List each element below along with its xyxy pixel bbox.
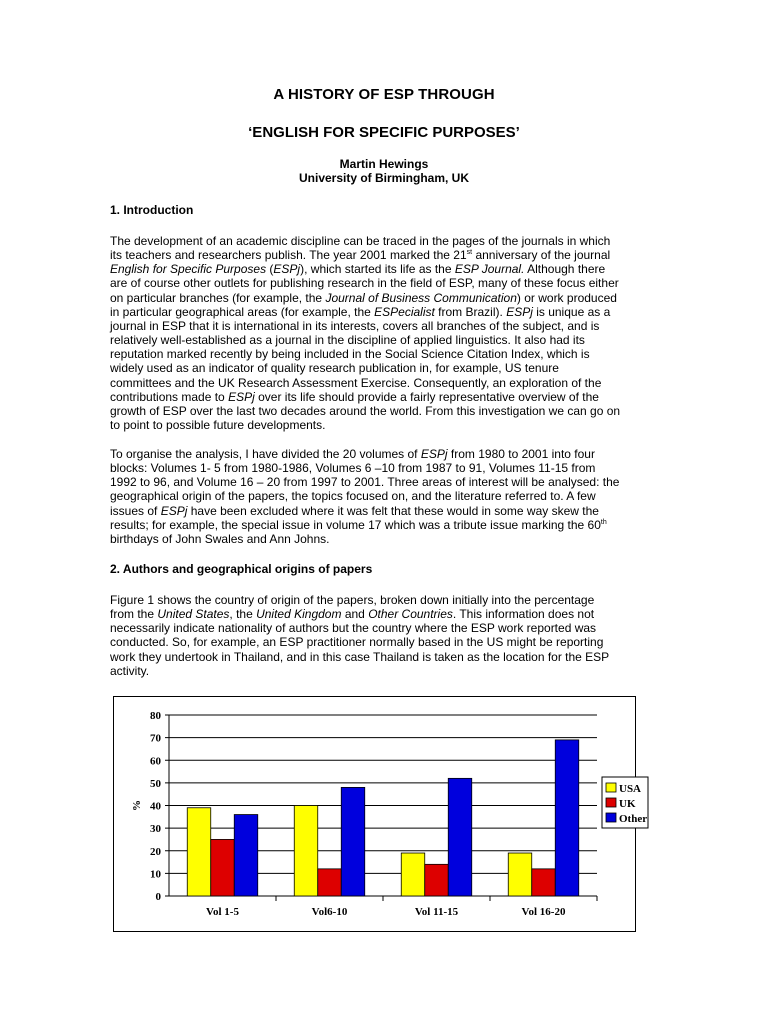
authors-paragraph-1 [110, 593, 655, 678]
text-line: to point to possible future developments. [110, 418, 326, 433]
text-line: The development of an academic discipline can be traced in the pages of the journals in which [110, 234, 611, 248]
section-heading-authors: 2. Authors and geographical origins of papers [110, 562, 373, 576]
text-line: growth of ESP over the last two decades around the world. From this investigation we can go on [110, 403, 621, 418]
text-line: blocks: Volumes 1- 5 from 1980-1986, Volumes 6 –10 from 1987 to 91, Volumes 11-15 from [110, 461, 596, 476]
text-line: from the United States, the United Kingdom and Other Countries. This information does not [110, 607, 595, 622]
x-tick-label: Vol6-10 [311, 906, 348, 918]
text-line: results; for example, the special issue in volume 17 which was a tribute issue marking the 60th [110, 517, 607, 532]
y-tick-label: 60 [150, 755, 161, 768]
bar-other-2 [341, 787, 365, 896]
section-heading-introduction: 1. Introduction [110, 203, 194, 217]
legend-label-uk: UK [619, 798, 636, 810]
text-line: widely used as an indicator of quality research publication in, for example, US tenure [110, 361, 559, 376]
legend-swatch-uk [606, 798, 616, 807]
y-axis-label: % [131, 800, 143, 811]
y-tick-label: 80 [150, 710, 161, 722]
text-line: issues of ESPj have been excluded where it was felt that these would in some way skew the [110, 503, 599, 518]
text-line: birthdays of John Swales and Ann Johns. [110, 531, 330, 546]
chart-svg [114, 697, 648, 931]
text-line: journal in ESP that it is international in its interests, covers all branches of the subject, and is [110, 318, 600, 333]
text-line: conducted. So, for example, an ESP practitioner normally based in the US might be reporting [110, 635, 604, 650]
bar-usa-3 [401, 853, 425, 896]
legend-swatch-usa [606, 783, 616, 792]
y-tick-label: 40 [150, 800, 161, 813]
text-line: necessarily indicate nationality of authors but the country where the ESP work reported was [110, 621, 597, 636]
legend-swatch-other [606, 813, 616, 822]
bar-other-1 [234, 815, 258, 896]
bar-other-4 [555, 740, 579, 896]
text-line: To organise the analysis, I have divided the 20 volumes of ESPj from 1980 to 2001 into four [110, 447, 595, 461]
y-tick-label: 50 [150, 777, 161, 790]
text-line: 1992 to 96, and Volume 16 – 20 from 1997 to 2001. Three areas of interest will be analysed: the [110, 475, 620, 490]
y-tick-label: 10 [150, 868, 161, 881]
title-line-2: ‘ENGLISH FOR SPECIFIC PURPOSES’ [248, 124, 520, 141]
intro-paragraph-2 [110, 447, 655, 546]
x-tick-label: Vol 16-20 [521, 906, 566, 918]
author-affiliation: University of Birmingham, UK [298, 171, 470, 185]
text-line: in particular geographical areas (for example, the ESPecialist from Brazil). ESPj is unique as a [110, 304, 611, 319]
figure-1-bar-chart [113, 696, 648, 932]
author-name: Martin Hewings [339, 157, 429, 171]
bar-usa-2 [294, 806, 318, 897]
y-tick-label: 20 [150, 845, 161, 858]
bar-usa-4 [508, 853, 532, 896]
bar-uk-4 [532, 869, 556, 896]
text-line: work they undertook in Thailand, and in this case Thailand is taken as the location for the ESP [110, 649, 610, 664]
title-line-1: A HISTORY OF ESP THROUGH [273, 86, 495, 103]
text-line: committees and the UK Research Assessment Exercise. Consequently, an exploration of the [110, 375, 602, 390]
text-line: reputation marked recently by being included in the Social Science Citation Index, which is [110, 347, 590, 362]
text-line: English for Specific Purposes (ESPj), which started its life as the ESP Journal. Although there [110, 262, 606, 277]
legend-label-other: Other [619, 813, 648, 825]
text-line: Figure 1 shows the country of origin of the papers, broken down initially into the percentage [110, 593, 595, 607]
y-tick-label: 30 [150, 823, 161, 836]
text-line: its teachers and researchers publish. The year 2001 marked the 21st anniversary of the journal [110, 248, 611, 263]
bar-uk-1 [211, 839, 235, 896]
x-tick-label: Vol 1-5 [206, 906, 239, 918]
bar-usa-1 [187, 808, 211, 896]
bar-other-3 [448, 778, 472, 896]
bar-uk-3 [425, 864, 449, 896]
text-line: on particular branches (for example, the Journal of Business Communication) or work produced [110, 290, 617, 305]
x-tick-label: Vol 11-15 [414, 906, 459, 918]
legend-label-usa: USA [619, 783, 642, 795]
intro-paragraph-1 [110, 234, 655, 432]
text-line: activity. [110, 663, 150, 678]
y-tick-label: 70 [150, 732, 161, 745]
text-line: geographical origin of the papers, the topics focused on, and the literature referred to. A few [110, 489, 596, 504]
bar-uk-2 [318, 869, 342, 896]
text-line: relatively well-established as a journal in the discipline of applied linguistics. It also had its [110, 333, 585, 348]
text-line: contributions made to ESPj over its life should provide a fairly representative overview of the [110, 389, 599, 404]
y-tick-label: 0 [155, 891, 161, 903]
text-line: are of course other outlets for publishing research in the field of ESP, many of these focus either [110, 276, 619, 291]
